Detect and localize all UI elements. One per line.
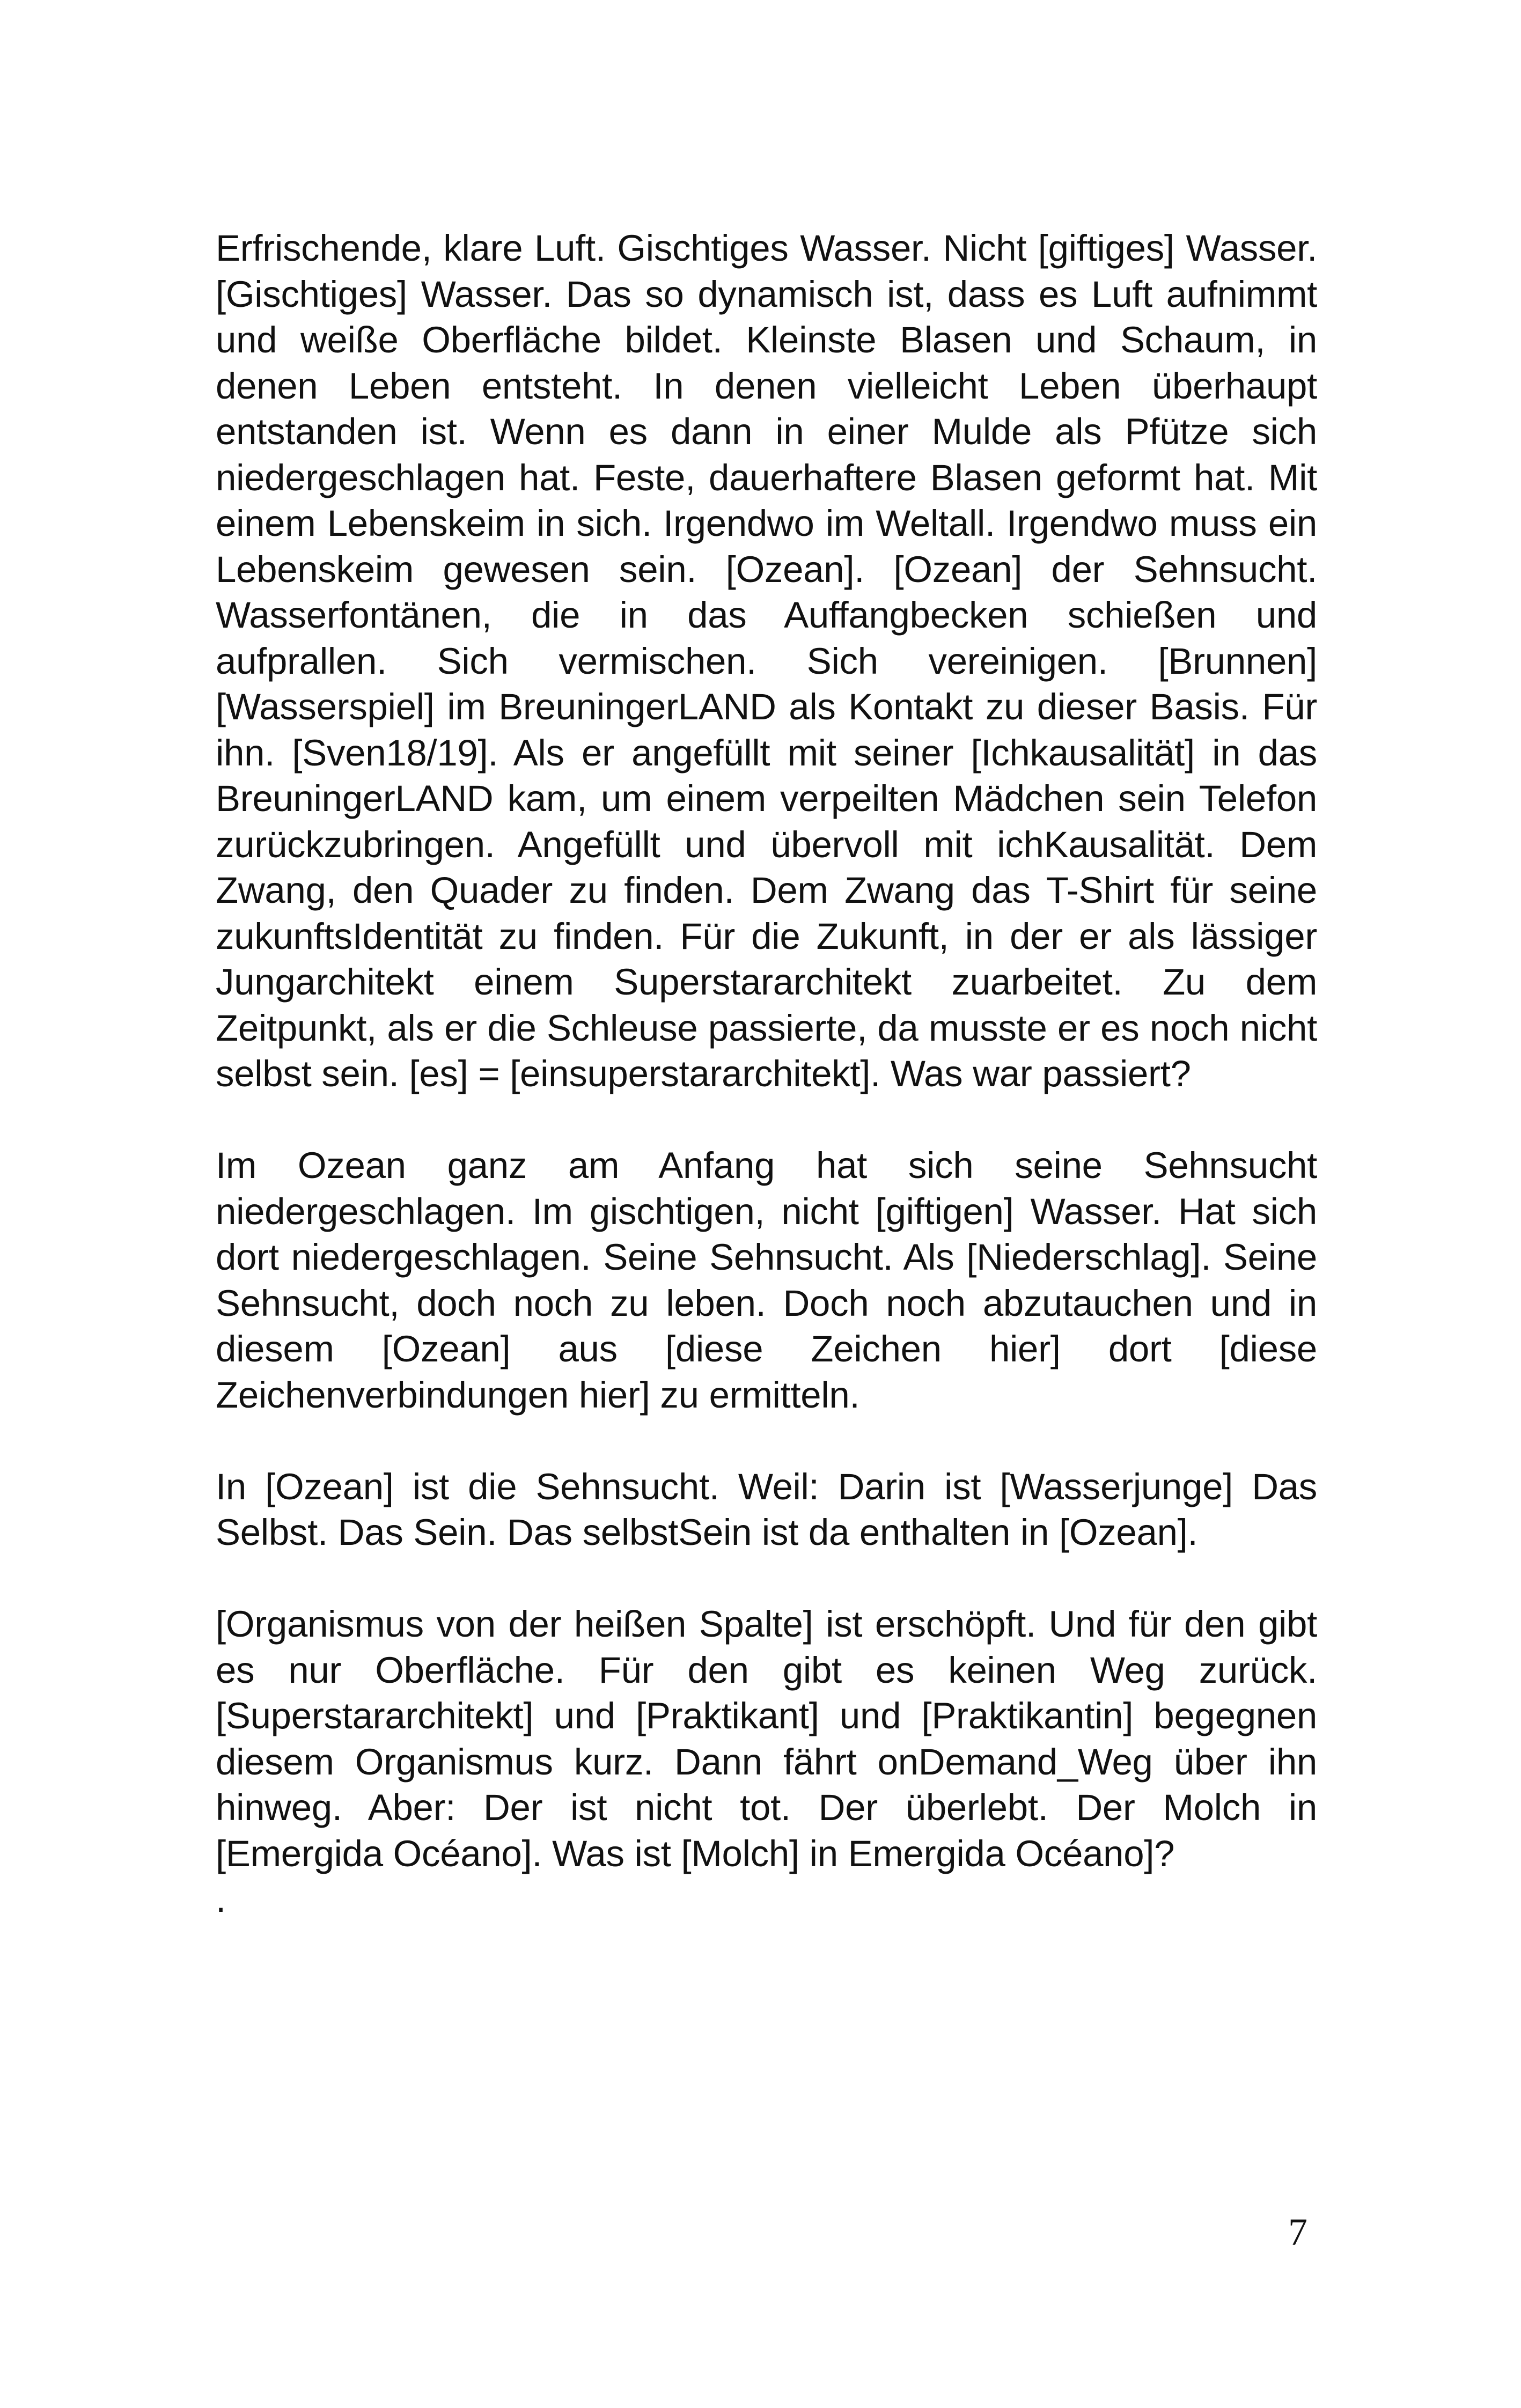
body-text bbox=[216, 225, 1317, 1923]
paragraph-1: Erfrischende, klare Luft. Gischtiges Wasser. Nicht [giftiges] Wasser. [Gischtiges] Wasser. Das so dynamisch ist, dass es Luft aufnimmt und weiße Oberfläche bildet. Kleinste Blasen und Schaum, in denen Leben entsteht. In denen vielleicht Leben überhaupt entstanden ist. Wenn es dann in einer Mulde als Pfütze sich niedergeschlagen hat. Feste, dauerhaftere Blasen geformt hat. Mit einem Lebenskeim in sich. Irgendwo im Weltall. Irgendwo muss ein Lebenskeim gewesen sein. [Ozean]. [Ozean] der Sehnsucht. Wasserfontänen, die in das Auffangbecken schießen und aufprallen. Sich vermischen. Sich vereinigen. [Brunnen][Wasserspiel] im BreuningerLAND als Kontakt zu dieser Basis. Für ihn. [Sven18/19]. Als er angefüllt mit seiner [Ichkausalität] in das BreuningerLAND kam, um einem verpeilten Mädchen sein Telefon zurückzubringen. Angefüllt und übervoll mit ichKausalität. Dem Zwang, den Quader zu finden. Dem Zwang das T-Shirt für seine zukunftsIdentität zu finden. Für die Zukunft, in der er als lässiger Jungarchitekt einem Superstararchitekt zuarbeitet. Zu dem Zeitpunkt, als er die Schleuse passierte, da musste er es noch nicht selbst sein. [es] = [einsuperstararchitekt]. Was war passiert? bbox=[216, 227, 1317, 1094]
paragraph-3: In [Ozean] ist die Sehnsucht. Weil: Darin ist [Wasserjunge] Das Selbst. Das Sein. Das selbstSein ist da enthalten in [Ozean]. bbox=[216, 1466, 1317, 1553]
paragraph-4: [Organismus von der heißen Spalte] ist erschöpft. Und für den gibt es nur Oberfläche. Für den gibt es keinen Weg zurück. [Superstararchitekt] und [Praktikant] und [Praktikantin] begegnen diesem Organismus kurz. Dann fährt onDemand_Weg über ihn hinweg. Aber: Der ist nicht tot. Der überlebt. Der Molch in [Emergida Océano]. Was ist [Molch] in Emergida Océano]? bbox=[216, 1603, 1317, 1874]
page-number: 7 bbox=[1288, 2211, 1307, 2254]
trailing-mark: . bbox=[216, 1879, 226, 1920]
paragraph-2: Im Ozean ganz am Anfang hat sich seine Sehnsucht niedergeschlagen. Im gischtigen, nicht [giftigen] Wasser. Hat sich dort niedergeschlagen. Seine Sehnsucht. Als [Niederschlag]. Seine Sehnsucht, doch noch zu leben. Doch noch abzutauchen und in diesem [Ozean] aus [diese Zeichen hier] dort [diese Zeichenverbindungen hier] zu ermitteln. bbox=[216, 1145, 1317, 1416]
